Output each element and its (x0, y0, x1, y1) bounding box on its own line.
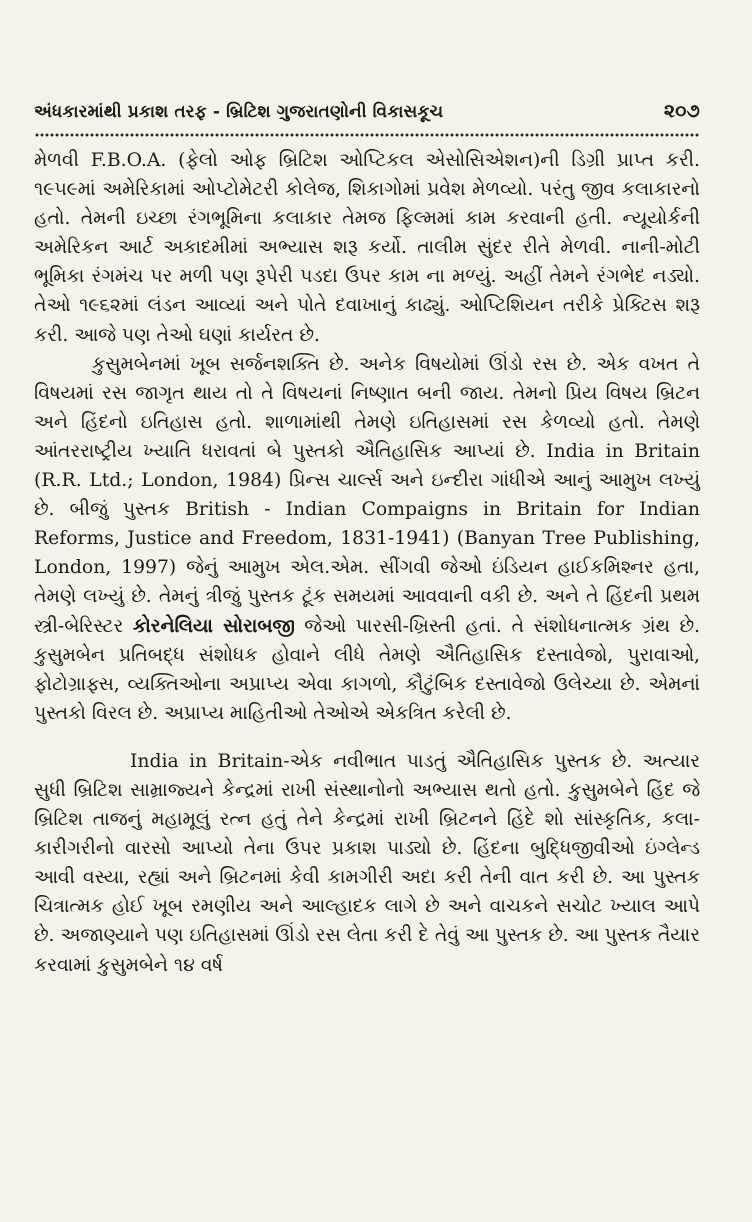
paragraph-2-part-b: જેઓ પારસી-ખ્રિસ્તી હતાં. તે સંશોધનાત્મક ગ્રંથ છે. કુસુમબેન પ્રતિબદ્ધ સંશોધક હોવાને લીધે તેમણે ઐતિહાસિક દસ્તાવેજો, પુરાવાઓ, ફોટોગ્રાફ્સ, વ્યક્તિઓના અપ્રાપ્ય એવા કાગળો, કૌટુંબિક દસ્તાવેજો ઉલેચ્યા છે. એમનાં પુસ્તકો વિરલ છે. અપ્રાપ્ય માહિતીઓ તેઓએ એકત્રિત કરેલી છે. (34, 615, 700, 724)
running-header-title: અંધકારમાંથી પ્રકાશ તરફ - બ્રિટિશ ગુજરાતણોની વિકાસકૂચ (34, 102, 444, 122)
paragraph-3: India in Britain-એક નવીભાત પાડતું ઐતિહાસિક પુસ્તક છે. અત્યાર સુધી બ્રિટિશ સામ્રાજ્યને કેન્દ્રમાં રાખી સંસ્થાનોનો અભ્યાસ થતો હતો. કુસુમબેને હિંદ જે બ્રિટિશ તાજનું મહામૂલું રત્ન હતું તેને કેન્દ્રમાં રાખી બ્રિટનને હિંદે શો સાંસ્કૃતિક, કલા-કારીગરીનો વારસો આપ્યો તેના ઉપર પ્રકાશ પાડ્યો છે. હિંદના બુદ્ધિજીવીઓ ઇંગ્લેન્ડ આવી વસ્યા, રહ્યાં અને બ્રિટનમાં કેવી કામગીરી અદા કરી તેની વાત કરી છે. આ પુસ્તક ચિત્રાત્મક હોઈ ખૂબ રમણીય અને આલ્હાદક લાગે છે અને વાચકને સચોટ ખ્યાલ આપે છે. અજાણ્યાને પણ ઇતિહાસમાં ઊંડો રસ લેતા કરી દે તેવું આ પુસ્તક છે. આ પુસ્તક તૈયાર કરવામાં કુસુમબેને ૧૪ વર્ષ (34, 750, 700, 976)
paragraph-2 (34, 350, 700, 728)
running-header (34, 100, 700, 122)
paragraph-2-part-a: કુસુમબેનમાં ખૂબ સર્જનશક્તિ છે. અનેક વિષયોમાં ઊંડો રસ છે. એક વખત તે વિષયમાં રસ જાગૃત થાય તો તે વિષયનાં નિષ્ણાત બની જાય. તેમનો પ્રિય વિષય બ્રિટન અને હિંદનો ઇતિહાસ હતો. શાળામાંથી તેમણે ઇતિહાસમાં રસ કેળવ્યો હતો. તેમણે આંતરરાષ્ટ્રીય ખ્યાતિ ધરાવતાં બે પુસ્તકો ઐતિહાસિક આપ્યાં છે. India in Britain (R.R. Ltd.; London, 1984) પ્રિન્સ ચાર્લ્સ અને ઇન્દીરા ગાંધીએ આનું આમુખ લખ્યું છે. બીજું પુસ્તક British - Indian Compaigns in Britain for Indian Reforms, Justice and Freedom, 1831-1941) (Banyan Tree Publishing, London, 1997) જેનું આમુખ એલ.એમ. સીંગવી જેઓ ઇંડિયન હાઈકમિશ્નર હતા, તેમણે લખ્યું છે. તેમનું ત્રીજું પુસ્તક ટૂંક સમયમાં આવવાની વકી છે. અને તે હિંદની પ્રથમ સ્ત્રી-બેરિસ્ટર (34, 353, 700, 637)
body-text (34, 146, 700, 980)
paragraph-1: મેળવી F.B.O.A. (ફેલો ઓફ બ્રિટિશ ઓપ્ટિકલ એસોસિએશન)ની ડિગ્રી પ્રાપ્ત કરી. ૧૯૫૯માં અમેરિકામાં ઓપ્ટોમેટરી કોલેજ, શિકાગોમાં પ્રવેશ મેળવ્યો. પરંતુ જીવ કલાકારનો હતો. તેમની ઇચ્છા રંગભૂમિના કલાકાર તેમજ ફિલ્મમાં કામ કરવાની હતી. ન્યૂયોર્કની અમેરિકન આર્ટ અકાદમીમાં અભ્યાસ શરૂ કર્યો. તાલીમ સુંદર રીતે મેળવી. નાની-મોટી ભૂમિકા રંગમંચ પર મળી પણ રૂપેરી પડદા ઉપર કામ ના મળ્યું. અહીં તેમને રંગભેદ નડ્યો. તેઓ ૧૯૬૨માં લંડન આવ્યાં અને પોતે દવાખાનું કાઢ્યું. ઓપ્ટિશિયન તરીકે પ્રેક્ટિસ શરૂ કરી. આજે પણ તેઓ ઘણાં કાર્યરત છે. (34, 150, 700, 346)
header-divider (34, 132, 700, 138)
person-name-bold: કોરનેલિયા સોરાબજી (132, 614, 295, 637)
page-number: ૨૦૭ (663, 100, 700, 122)
